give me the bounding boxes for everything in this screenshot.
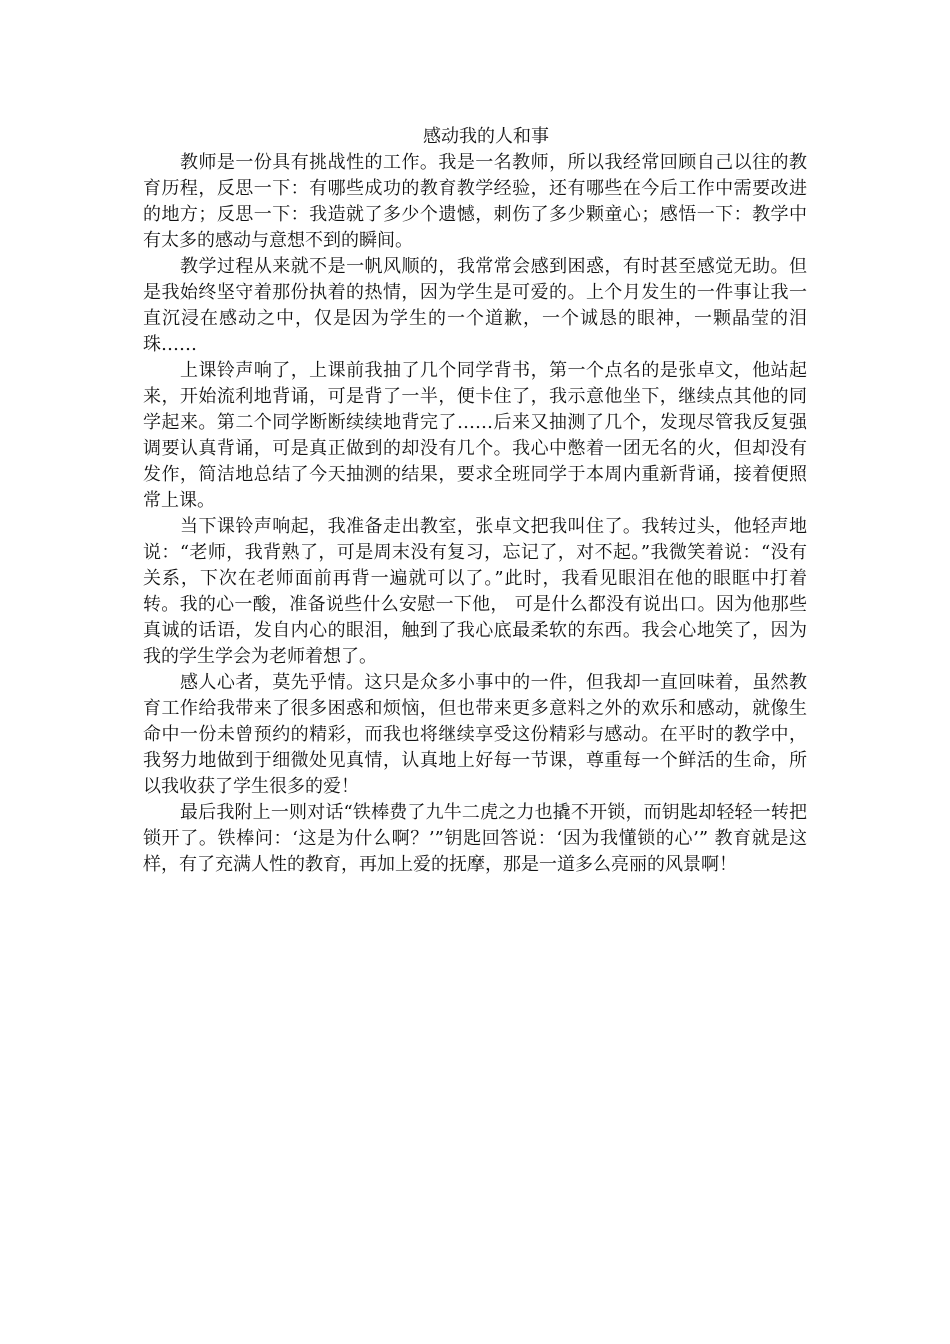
- document-body: [143, 124, 807, 878]
- paragraph-1: 教师是一份具有挑战性的工作。我是一名教师，所以我经常回顾自己以往的教育历程，反思一下：有哪些成功的教育教学经验，还有哪些在今后工作中需要改进的地方；反思一下：我造就了多少个遗憾，刺伤了多少颗童心；感悟一下：教学中有太多的感动与意想不到的瞬间。: [143, 152, 807, 251]
- document-title: 感动我的人和事: [423, 126, 549, 147]
- paragraph-4: 当下课铃声响起，我准备走出教室，张卓文把我叫住了。我转过头，他轻声地说：“老师，我背熟了，可是周末没有复习，忘记了，对不起。”我微笑着说：“没有关系，下次在老师面前再背一遍就可以了。”此时，我看见眼泪在他的眼眶中打着转。我的心一酸，准备说些什么安慰一下他， 可是什么都没有说出口。因为他那些真诚的话语，发自内心的眼泪，触到了我心底最柔软的东西。我会心地笑了，因为我的学生学会为老师着想了。: [143, 516, 807, 667]
- paragraph-6: 最后我附上一则对话“铁棒费了九牛二虎之力也撬不开锁，而钥匙却轻轻一转把锁开了。铁棒问：‘这是为什么啊？’”钥匙回答说：‘因为我懂锁的心’” 教育就是这样，有了充满人性的教育，再加上爱的抚摩，那是一道多么亮丽的风景啊！: [143, 802, 807, 875]
- paragraph-2: 教学过程从来就不是一帆风顺的，我常常会感到困惑，有时甚至感觉无助。但是我始终坚守着那份执着的热情，因为学生是可爱的。上个月发生的一件事让我一直沉浸在感动之中，仅是因为学生的一个道歉，一个诚恳的眼神，一颗晶莹的泪珠……: [143, 256, 807, 355]
- paragraph-5: 感人心者，莫先乎情。这只是众多小事中的一件，但我却一直回味着，虽然教育工作给我带来了很多困惑和烦恼，但也带来更多意料之外的欢乐和感动，就像生命中一份未曾预约的精彩，而我也将继续享受这份精彩与感动。在平时的教学中，我努力地做到于细微处见真情，认真地上好每一节课，尊重每一个鲜活的生命，所以我收获了学生很多的爱！: [143, 672, 807, 797]
- paragraph-3: 上课铃声响了，上课前我抽了几个同学背书，第一个点名的是张卓文，他站起来，开始流利地背诵，可是背了一半，便卡住了，我示意他坐下，继续点其他的同学起来。第二个同学断断续续地背完了……后来又抽测了几个，发现尽管我反复强调要认真背诵，可是真正做到的却没有几个。我心中憋着一团无名的火，但却没有发作，简洁地总结了今天抽测的结果，要求全班同学于本周内重新背诵，接着便照常上课。: [143, 360, 807, 511]
